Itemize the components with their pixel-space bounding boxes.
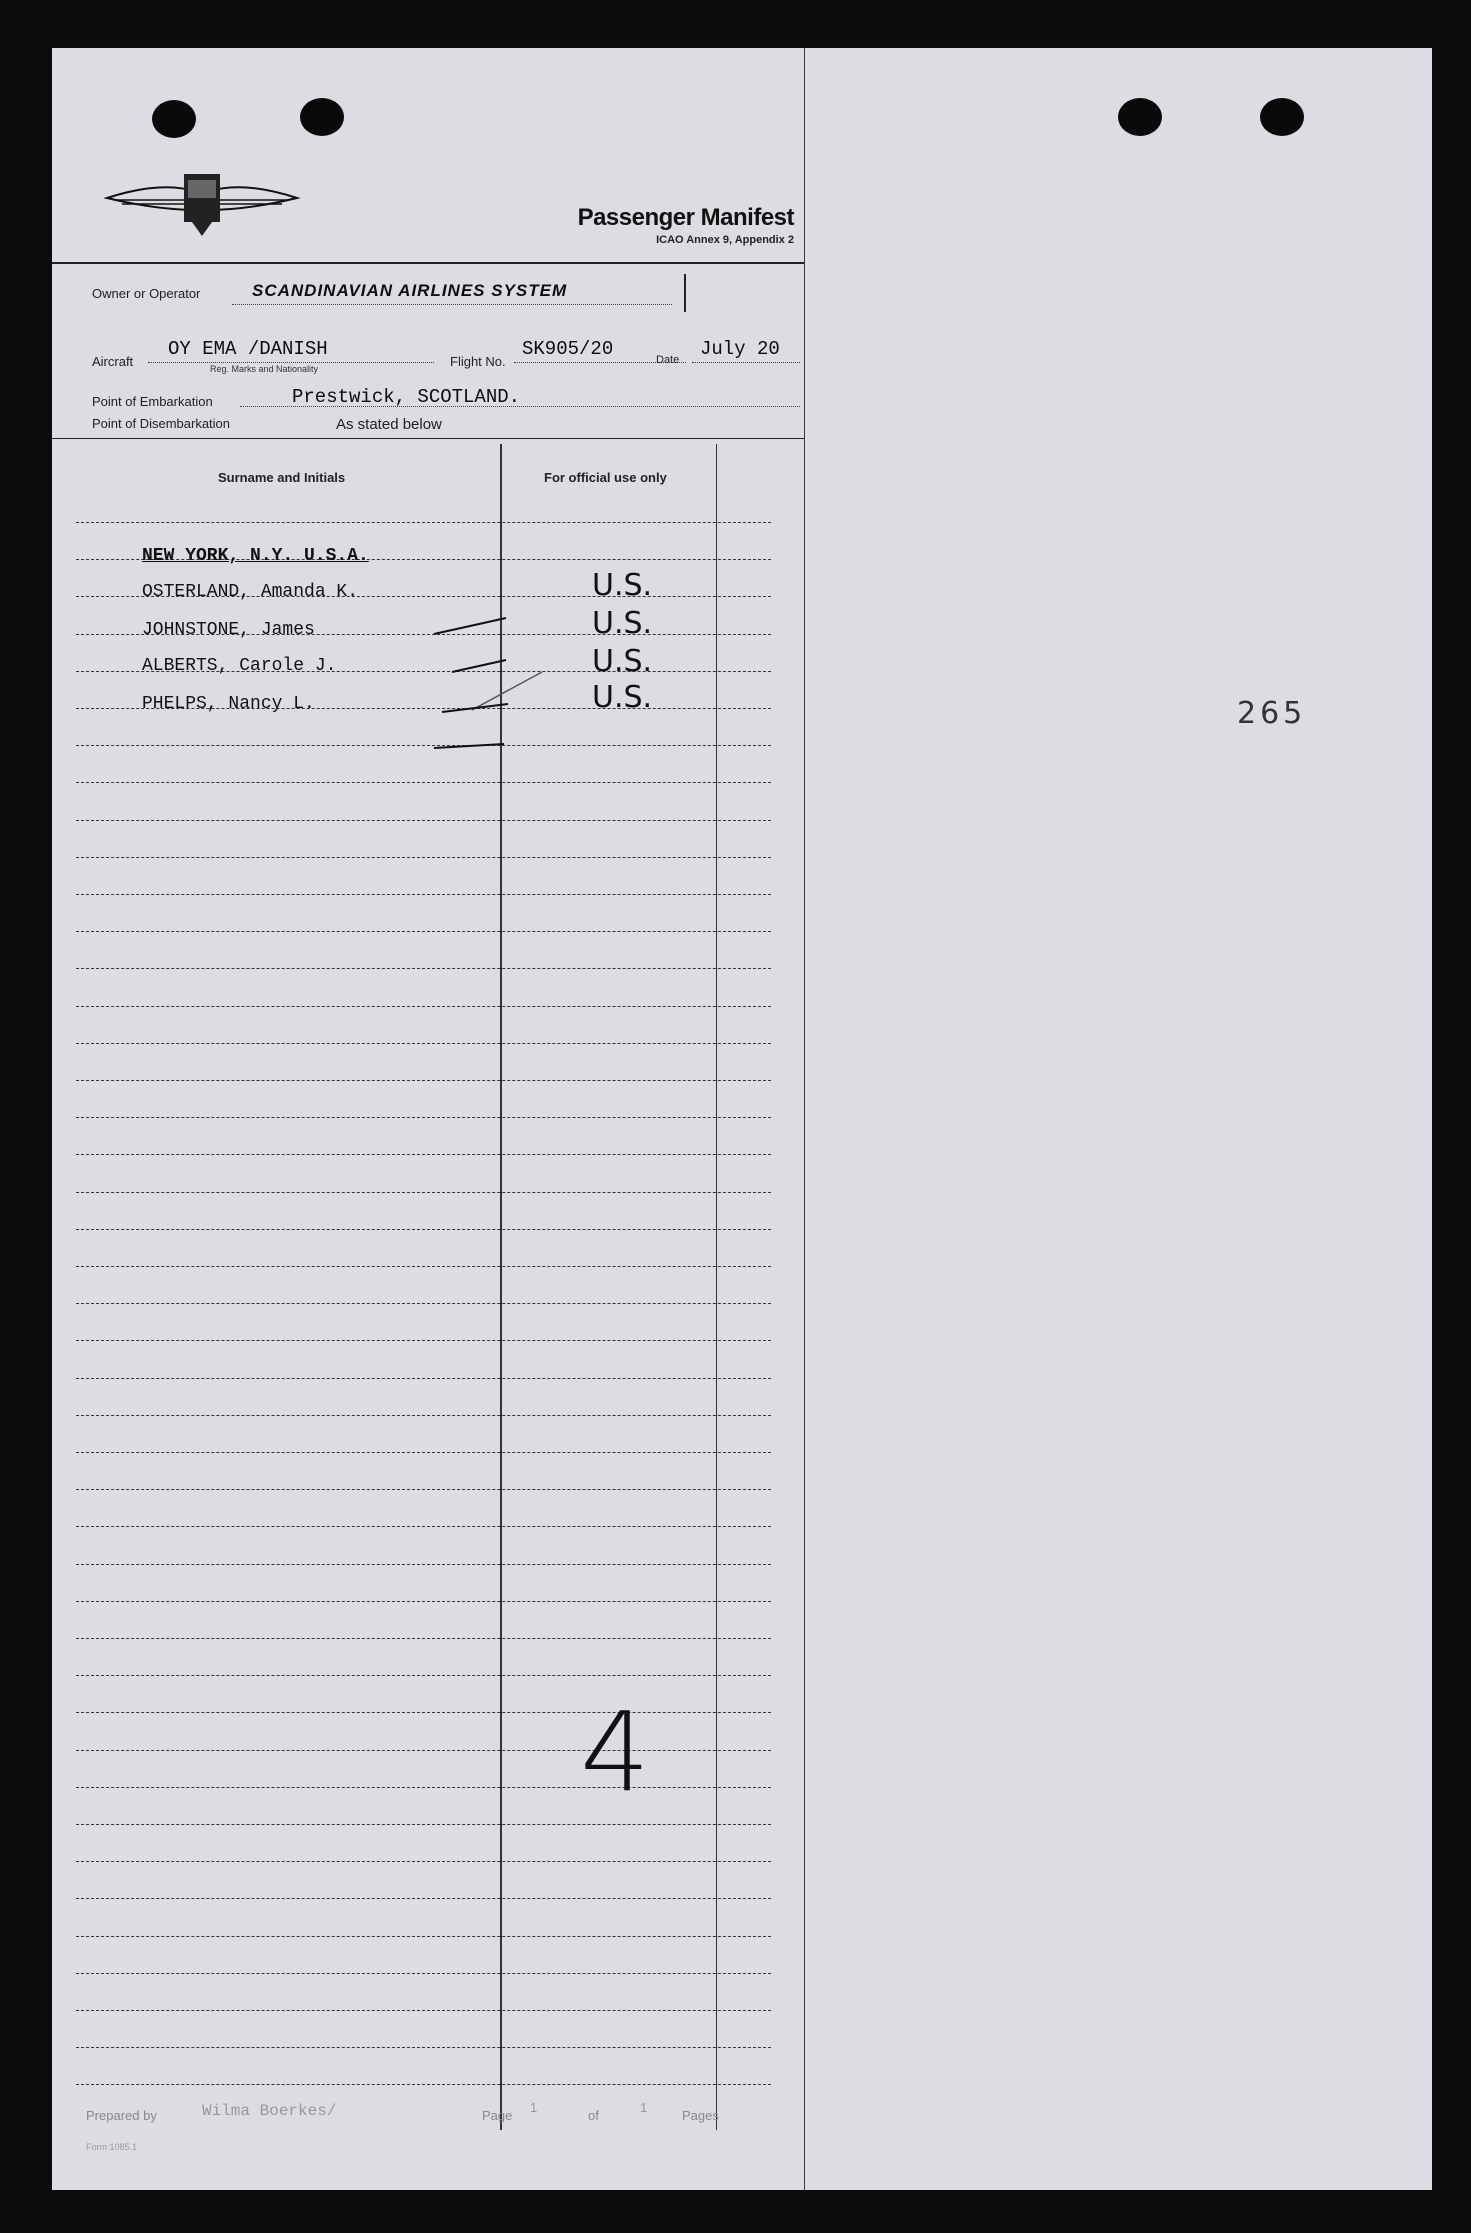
header-bottom-rule: [52, 438, 804, 439]
total-count-mark: 4: [580, 1688, 650, 1816]
airline-wings-logo: [102, 170, 302, 240]
official-mark-4: U.S.: [592, 680, 653, 715]
table-row-line: [76, 1452, 771, 1453]
destination-heading: NEW YORK, N.Y. U.S.A.: [142, 546, 369, 566]
surname-column-header: Surname and Initials: [218, 470, 346, 485]
table-row-line: [76, 1601, 771, 1602]
owner-value: SCANDINAVIAN AIRLINES SYSTEM: [252, 281, 568, 300]
table-row-line: [76, 1006, 771, 1007]
table-row-line: [76, 1154, 771, 1155]
passenger-name-4: PHELPS, Nancy L.: [142, 694, 315, 714]
manifest-form: [52, 48, 805, 2190]
manifest-sheet: [52, 48, 1432, 2190]
table-row-line: [76, 1712, 771, 1713]
form-title: Passenger Manifest: [577, 204, 794, 231]
form-header: [52, 48, 804, 438]
disembark-value: As stated below: [336, 416, 442, 433]
header-rule: [52, 262, 804, 264]
passenger-name-3: ALBERTS, Carole J.: [142, 656, 337, 676]
form-number: Form 1085.1: [86, 2142, 138, 2152]
table-row-line: [76, 1080, 771, 1081]
table-row-line: [76, 1750, 771, 1751]
table-row-line: [76, 2047, 771, 2048]
table-row-line: [76, 1043, 771, 1044]
table-row-line: [76, 894, 771, 895]
punch-hole-4: [1260, 98, 1304, 136]
of-value: 1: [640, 2100, 648, 2115]
table-row-line: [76, 1229, 771, 1230]
page-stamp: 265: [1237, 696, 1307, 731]
table-row-line: [76, 1266, 771, 1267]
table-row-line: [76, 1787, 771, 1788]
official-column-header: For official use only: [544, 470, 667, 485]
table-row-line: [76, 522, 771, 523]
embark-label: Point of Embarkation: [92, 394, 213, 409]
embark-line: [240, 406, 800, 407]
reg-marks-label: Reg. Marks and Nationality: [210, 364, 319, 374]
table-row-line: [76, 1526, 771, 1527]
table-row-line: [76, 1973, 771, 1974]
flight-label: Flight No.: [450, 354, 506, 369]
table-row-line: [76, 2084, 771, 2085]
table-row-line: [76, 782, 771, 783]
aircraft-line: [148, 362, 434, 363]
table-row-line: [76, 1117, 771, 1118]
of-label: of: [588, 2108, 599, 2123]
owner-tick: [684, 274, 686, 312]
date-label: Date: [656, 354, 680, 366]
owner-line: [232, 304, 672, 305]
pages-label: Pages: [682, 2108, 719, 2123]
prepared-by-value: Wilma Boerkes/: [202, 2102, 337, 2120]
official-mark-3: U.S.: [592, 644, 653, 679]
aircraft-label: Aircraft: [92, 354, 134, 369]
table-row-line: [76, 1192, 771, 1193]
table-row-line: [76, 1861, 771, 1862]
flight-value: SK905/20: [522, 338, 614, 360]
table-row-line: [76, 1675, 771, 1676]
table-row-line: [76, 820, 771, 821]
owner-label: Owner or Operator: [92, 286, 201, 301]
page-label: Page: [482, 2108, 513, 2123]
table-row-line: [76, 1564, 771, 1565]
table-row-line: [76, 2010, 771, 2011]
table-row-line: [76, 968, 771, 969]
page-value: 1: [530, 2100, 538, 2115]
passenger-name-2: JOHNSTONE, James: [142, 620, 315, 640]
official-mark-2: U.S.: [592, 606, 653, 641]
prepared-by-label: Prepared by: [86, 2108, 157, 2123]
table-row-line: [76, 1378, 771, 1379]
official-mark-1: U.S.: [592, 568, 653, 603]
punch-hole-3: [1118, 98, 1162, 136]
table-row-line: [76, 857, 771, 858]
table-row-line: [76, 1489, 771, 1490]
table-row-line: [76, 931, 771, 932]
table-row-line: [76, 1340, 771, 1341]
table-row-line: [76, 745, 771, 746]
disembark-label: Point of Disembarkation: [92, 416, 231, 431]
table-row-line: [76, 1415, 771, 1416]
embark-value: Prestwick, SCOTLAND.: [292, 386, 521, 408]
form-subtitle: ICAO Annex 9, Appendix 2: [656, 234, 794, 246]
table-right-edge: [716, 444, 717, 2130]
aircraft-value: OY EMA /DANISH: [168, 338, 328, 360]
table-row-line: [76, 1936, 771, 1937]
passenger-name-1: OSTERLAND, Amanda K.: [142, 582, 359, 602]
table-row-line: [76, 1638, 771, 1639]
table-row-line: [76, 1303, 771, 1304]
date-value: July 20: [700, 338, 780, 360]
table-row-line: [76, 1824, 771, 1825]
date-line: [692, 362, 800, 363]
table-row-line: [76, 1898, 771, 1899]
